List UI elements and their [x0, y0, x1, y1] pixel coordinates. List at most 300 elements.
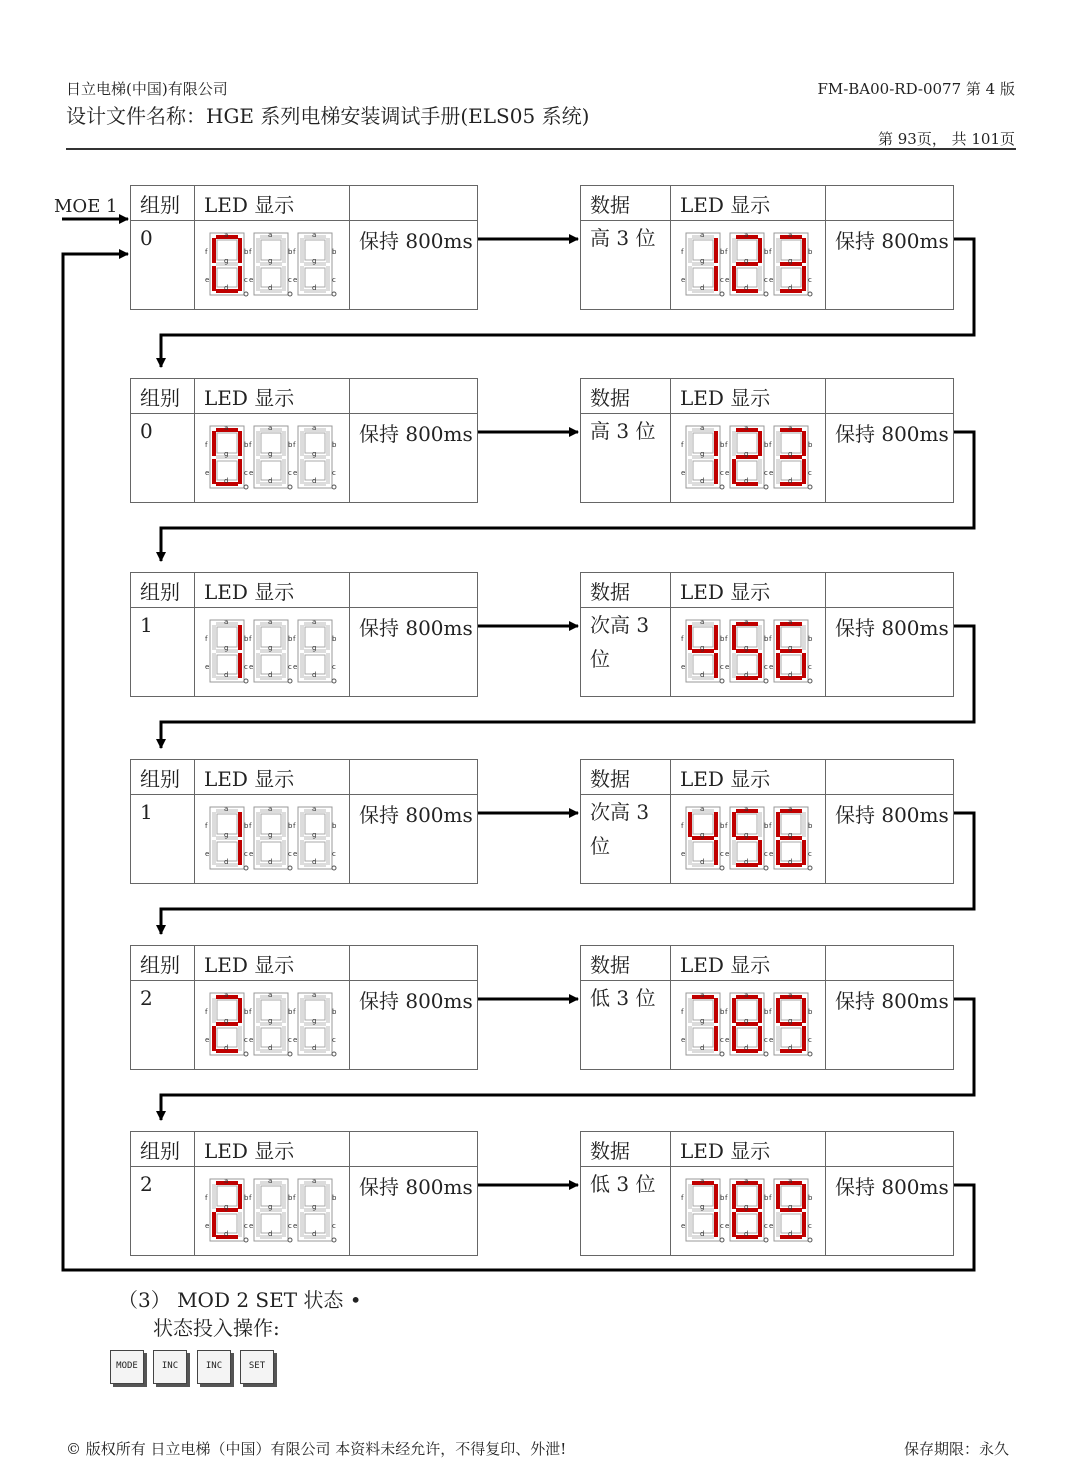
seven-segment-digit [769, 616, 813, 686]
segment-c [802, 1212, 806, 1237]
inc-key: INC [153, 1350, 187, 1384]
segment-e [256, 459, 260, 484]
segment-letter: b [764, 248, 769, 256]
segment-letter: g [312, 1203, 317, 1211]
segment-letter: g [224, 450, 229, 458]
segment-letter: d [788, 858, 793, 866]
segment-c [758, 653, 762, 678]
segment-letter: c [332, 1036, 336, 1044]
segment-letter: b [332, 1194, 337, 1202]
segment-e [732, 840, 736, 865]
seven-segment-digit [293, 229, 337, 299]
segment-letter: b [720, 441, 725, 449]
segment-letter: g [268, 450, 273, 458]
segment-letter: a [268, 424, 273, 432]
segment-letter: f [293, 248, 296, 256]
document-number: FM-BA00-RD-0077 第 4 版 [817, 80, 1015, 98]
segment-letter: e [725, 1222, 730, 1230]
segment-letter: b [244, 822, 249, 830]
segment-letter: d [312, 1230, 317, 1238]
segment-letter: g [312, 831, 317, 839]
segment-letter: f [205, 1008, 208, 1016]
data-block [580, 1131, 954, 1256]
segment-b [326, 1184, 330, 1209]
segment-letter: f [769, 1008, 772, 1016]
group-header-label: 组别 [131, 573, 195, 608]
segment-letter: f [769, 441, 772, 449]
segment-c [802, 653, 806, 678]
segment-b [802, 1184, 806, 1209]
segment-f [256, 431, 260, 456]
segment-letter: d [744, 1044, 749, 1052]
segment-letter: b [764, 1194, 769, 1202]
segment-letter: c [720, 850, 724, 858]
segment-e [688, 266, 692, 291]
led-display [195, 1167, 350, 1256]
segment-letter: d [312, 1044, 317, 1052]
segment-f [776, 431, 780, 456]
segment-letter: b [288, 635, 293, 643]
segment-letter: e [769, 663, 774, 671]
segment-letter: e [249, 1036, 254, 1044]
segment-f [300, 1184, 304, 1209]
segment-letter: f [681, 635, 684, 643]
segment-letter: d [268, 858, 273, 866]
data-block [580, 945, 954, 1070]
segment-e [688, 840, 692, 865]
segment-letter: c [808, 663, 812, 671]
segment-e [212, 653, 216, 678]
segment-letter: f [769, 1194, 772, 1202]
segment-letter: c [332, 663, 336, 671]
segment-letter: a [700, 991, 705, 999]
segment-e [300, 1026, 304, 1051]
segment-letter: c [244, 663, 248, 671]
seven-segment-digit [293, 616, 337, 686]
segment-letter: a [268, 1177, 273, 1185]
segment-letter: c [244, 1222, 248, 1230]
segment-f [256, 238, 260, 263]
segment-c [326, 653, 330, 678]
empty-header-cell [826, 573, 954, 608]
segment-b [238, 1184, 242, 1209]
segment-letter: f [681, 441, 684, 449]
segment-letter: a [700, 424, 705, 432]
segment-letter: f [249, 1008, 252, 1016]
copyright-notice: © 版权所有 日立电梯（中国）有限公司 本资料未经允许，不得复印、外泄! [66, 1440, 567, 1458]
led-header-label: LED 显示 [195, 379, 350, 414]
segment-f [732, 625, 736, 650]
led-display [671, 221, 826, 310]
segment-letter: a [268, 991, 273, 999]
segment-letter: d [744, 1230, 749, 1238]
segment-letter: e [681, 276, 686, 284]
group-header-label: 组别 [131, 186, 195, 221]
segment-letter: a [312, 805, 317, 813]
segment-letter: b [288, 822, 293, 830]
led-header-label: LED 显示 [195, 573, 350, 608]
segment-letter: a [312, 618, 317, 626]
segment-letter: b [288, 441, 293, 449]
group-header-label: 组别 [131, 760, 195, 795]
group-header-label: 组别 [131, 1132, 195, 1167]
segment-f [300, 238, 304, 263]
data-header-label: 数据 [581, 760, 671, 795]
led-header-label: LED 显示 [671, 760, 826, 795]
seven-segment-digit [205, 989, 249, 1059]
segment-letter: e [249, 1222, 254, 1230]
segment-letter: f [205, 441, 208, 449]
empty-header-cell [826, 946, 954, 981]
segment-e [256, 653, 260, 678]
segment-e [212, 1212, 216, 1237]
segment-letter: a [268, 618, 273, 626]
segment-f [212, 1184, 216, 1209]
segment-b [758, 998, 762, 1023]
segment-e [300, 840, 304, 865]
section-subtitle: 状态投入操作: [153, 1316, 280, 1340]
segment-letter: g [268, 831, 273, 839]
segment-letter: a [700, 618, 705, 626]
segment-letter: c [332, 276, 336, 284]
segment-letter: f [205, 635, 208, 643]
segment-letter: d [744, 477, 749, 485]
seven-segment-digit [681, 616, 725, 686]
seven-segment-digit [725, 989, 769, 1059]
segment-f [688, 238, 692, 263]
segment-b [282, 812, 286, 837]
segment-letter: g [788, 257, 793, 265]
segment-c [714, 653, 718, 678]
segment-letter: b [808, 441, 813, 449]
segment-letter: a [700, 231, 705, 239]
segment-e [256, 840, 260, 865]
data-header-label: 数据 [581, 573, 671, 608]
segment-letter: e [681, 469, 686, 477]
segment-c [326, 1026, 330, 1051]
segment-letter: d [788, 1230, 793, 1238]
segment-c [282, 1212, 286, 1237]
segment-b [282, 431, 286, 456]
segment-b [802, 812, 806, 837]
led-display [671, 608, 826, 697]
seven-segment-digit [249, 616, 293, 686]
segment-c [802, 1026, 806, 1051]
segment-letter: b [764, 635, 769, 643]
segment-letter: b [720, 1008, 725, 1016]
segment-b [802, 238, 806, 263]
segment-c [282, 840, 286, 865]
segment-letter: b [332, 441, 337, 449]
hold-time: 保持 800ms [826, 414, 954, 503]
segment-letter: b [288, 1194, 293, 1202]
seven-segment-digit [769, 1175, 813, 1245]
segment-letter: a [224, 1177, 229, 1185]
segment-letter: c [288, 469, 292, 477]
segment-letter: d [788, 477, 793, 485]
seven-segment-digit [681, 803, 725, 873]
segment-letter: c [720, 276, 724, 284]
segment-letter: e [293, 1222, 298, 1230]
group-block [130, 759, 478, 884]
segment-letter: c [244, 469, 248, 477]
moe-label: MOE 1 [54, 196, 118, 217]
segment-letter: f [769, 248, 772, 256]
segment-e [776, 1026, 780, 1051]
hold-time: 保持 800ms [350, 1167, 478, 1256]
segment-letter: g [224, 1203, 229, 1211]
segment-letter: c [764, 1036, 768, 1044]
segment-f [732, 431, 736, 456]
segment-letter: f [293, 635, 296, 643]
segment-letter: d [788, 1044, 793, 1052]
seven-segment-digit [249, 989, 293, 1059]
segment-c [326, 459, 330, 484]
segment-e [732, 653, 736, 678]
segment-letter: f [249, 822, 252, 830]
segment-letter: a [744, 424, 749, 432]
seven-segment-digit [769, 422, 813, 492]
segment-letter: e [769, 1036, 774, 1044]
segment-letter: g [268, 644, 273, 652]
segment-letter: d [312, 858, 317, 866]
segment-b [714, 238, 718, 263]
led-display [195, 414, 350, 503]
segment-letter: f [293, 822, 296, 830]
led-display [195, 981, 350, 1070]
seven-segment-digit [725, 229, 769, 299]
seven-segment-digit [205, 422, 249, 492]
segment-c [282, 266, 286, 291]
segment-letter: f [293, 441, 296, 449]
seven-segment-digit [249, 229, 293, 299]
segment-letter: e [205, 850, 210, 858]
segment-letter: e [293, 850, 298, 858]
seven-segment-digit [769, 229, 813, 299]
segment-letter: g [744, 644, 749, 652]
seven-segment-digit [725, 803, 769, 873]
empty-header-cell [826, 379, 954, 414]
segment-e [776, 653, 780, 678]
segment-letter: c [808, 469, 812, 477]
data-block [580, 759, 954, 884]
segment-f [212, 238, 216, 263]
segment-letter: e [725, 276, 730, 284]
set-key: SET [240, 1350, 274, 1384]
seven-segment-digit [249, 422, 293, 492]
segment-letter: d [268, 671, 273, 679]
segment-letter: d [788, 671, 793, 679]
segment-letter: a [268, 231, 273, 239]
segment-letter: c [720, 663, 724, 671]
segment-c [714, 1212, 718, 1237]
segment-b [238, 431, 242, 456]
seven-segment-digit [681, 989, 725, 1059]
segment-letter: c [720, 1036, 724, 1044]
seven-segment-digit [769, 989, 813, 1059]
segment-e [212, 840, 216, 865]
segment-letter: g [268, 1017, 273, 1025]
segment-f [300, 625, 304, 650]
segment-c [238, 840, 242, 865]
segment-b [282, 1184, 286, 1209]
group-value: 1 [131, 608, 195, 697]
seven-segment-digit [205, 803, 249, 873]
segment-c [238, 459, 242, 484]
segment-letter: f [681, 1194, 684, 1202]
led-header-label: LED 显示 [671, 186, 826, 221]
segment-letter: c [764, 469, 768, 477]
segment-e [732, 459, 736, 484]
inc-key: INC [197, 1350, 231, 1384]
segment-letter: g [312, 1017, 317, 1025]
segment-f [732, 1184, 736, 1209]
segment-e [688, 653, 692, 678]
segment-letter: b [720, 248, 725, 256]
hold-time: 保持 800ms [826, 795, 954, 884]
segment-letter: a [744, 1177, 749, 1185]
segment-c [326, 266, 330, 291]
segment-letter: b [244, 635, 249, 643]
segment-f [256, 998, 260, 1023]
seven-segment-digit [249, 803, 293, 873]
empty-header-cell [350, 573, 478, 608]
segment-letter: a [788, 424, 793, 432]
segment-letter: f [681, 248, 684, 256]
segment-letter: e [769, 469, 774, 477]
segment-letter: e [249, 663, 254, 671]
segment-letter: c [244, 276, 248, 284]
segment-c [758, 459, 762, 484]
segment-letter: f [681, 822, 684, 830]
segment-letter: c [244, 850, 248, 858]
segment-letter: d [224, 1230, 229, 1238]
segment-letter: c [808, 1222, 812, 1230]
segment-f [688, 1184, 692, 1209]
segment-letter: a [224, 424, 229, 432]
segment-f [732, 812, 736, 837]
segment-f [300, 812, 304, 837]
segment-letter: f [725, 635, 728, 643]
segment-letter: d [700, 477, 705, 485]
segment-letter: a [700, 805, 705, 813]
segment-letter: d [744, 284, 749, 292]
led-header-label: LED 显示 [671, 379, 826, 414]
segment-e [688, 1212, 692, 1237]
group-value: 0 [131, 221, 195, 310]
led-display [671, 1167, 826, 1256]
segment-letter: b [332, 1008, 337, 1016]
segment-letter: b [764, 1008, 769, 1016]
segment-letter: d [312, 477, 317, 485]
segment-e [732, 1026, 736, 1051]
segment-letter: a [700, 1177, 705, 1185]
segment-f [212, 998, 216, 1023]
segment-letter: d [700, 858, 705, 866]
segment-c [758, 1212, 762, 1237]
hold-time: 保持 800ms [350, 981, 478, 1070]
segment-letter: e [205, 276, 210, 284]
seven-segment-digit [205, 229, 249, 299]
segment-e [776, 840, 780, 865]
segment-letter: d [700, 1230, 705, 1238]
segment-letter: e [725, 469, 730, 477]
data-header-label: 数据 [581, 186, 671, 221]
segment-b [238, 812, 242, 837]
segment-letter: a [744, 618, 749, 626]
segment-letter: f [725, 1194, 728, 1202]
segment-letter: b [764, 822, 769, 830]
segment-letter: d [268, 284, 273, 292]
segment-f [776, 238, 780, 263]
segment-letter: e [681, 1222, 686, 1230]
group-block [130, 572, 478, 697]
segment-e [776, 266, 780, 291]
segment-c [282, 653, 286, 678]
segment-b [714, 625, 718, 650]
segment-e [300, 653, 304, 678]
segment-e [300, 459, 304, 484]
group-block [130, 945, 478, 1070]
seven-segment-digit [725, 422, 769, 492]
segment-letter: f [205, 248, 208, 256]
data-block [580, 378, 954, 503]
group-header-label: 组别 [131, 379, 195, 414]
seven-segment-digit [725, 616, 769, 686]
segment-e [212, 459, 216, 484]
led-header-label: LED 显示 [671, 946, 826, 981]
segment-letter: g [744, 831, 749, 839]
segment-e [732, 1212, 736, 1237]
segment-letter: c [808, 850, 812, 858]
data-value: 低 3 位 [581, 1167, 671, 1256]
segment-c [238, 1212, 242, 1237]
company-name: 日立电梯(中国)有限公司 [66, 80, 228, 98]
segment-c [802, 266, 806, 291]
segment-letter: d [312, 284, 317, 292]
segment-letter: b [808, 635, 813, 643]
segment-letter: f [249, 441, 252, 449]
seven-segment-digit [293, 989, 337, 1059]
segment-letter: b [764, 441, 769, 449]
led-display [195, 221, 350, 310]
hold-time: 保持 800ms [350, 795, 478, 884]
group-value: 2 [131, 981, 195, 1070]
segment-letter: g [224, 831, 229, 839]
segment-letter: c [764, 663, 768, 671]
segment-letter: e [769, 276, 774, 284]
segment-f [688, 998, 692, 1023]
segment-b [802, 998, 806, 1023]
segment-e [212, 1026, 216, 1051]
segment-letter: g [700, 831, 705, 839]
segment-f [300, 431, 304, 456]
segment-b [282, 238, 286, 263]
segment-letter: b [720, 1194, 725, 1202]
seven-segment-digit [681, 229, 725, 299]
page-info: 第 93页， 共 101页 [877, 130, 1015, 148]
segment-letter: b [244, 441, 249, 449]
segment-b [326, 238, 330, 263]
seven-segment-digit [681, 1175, 725, 1245]
section-title: （3） MOD 2 SET 状态 • [118, 1288, 362, 1312]
segment-letter: f [249, 1194, 252, 1202]
segment-c [714, 1026, 718, 1051]
segment-letter: a [224, 805, 229, 813]
segment-letter: d [744, 858, 749, 866]
segment-letter: b [808, 248, 813, 256]
segment-letter: d [268, 477, 273, 485]
